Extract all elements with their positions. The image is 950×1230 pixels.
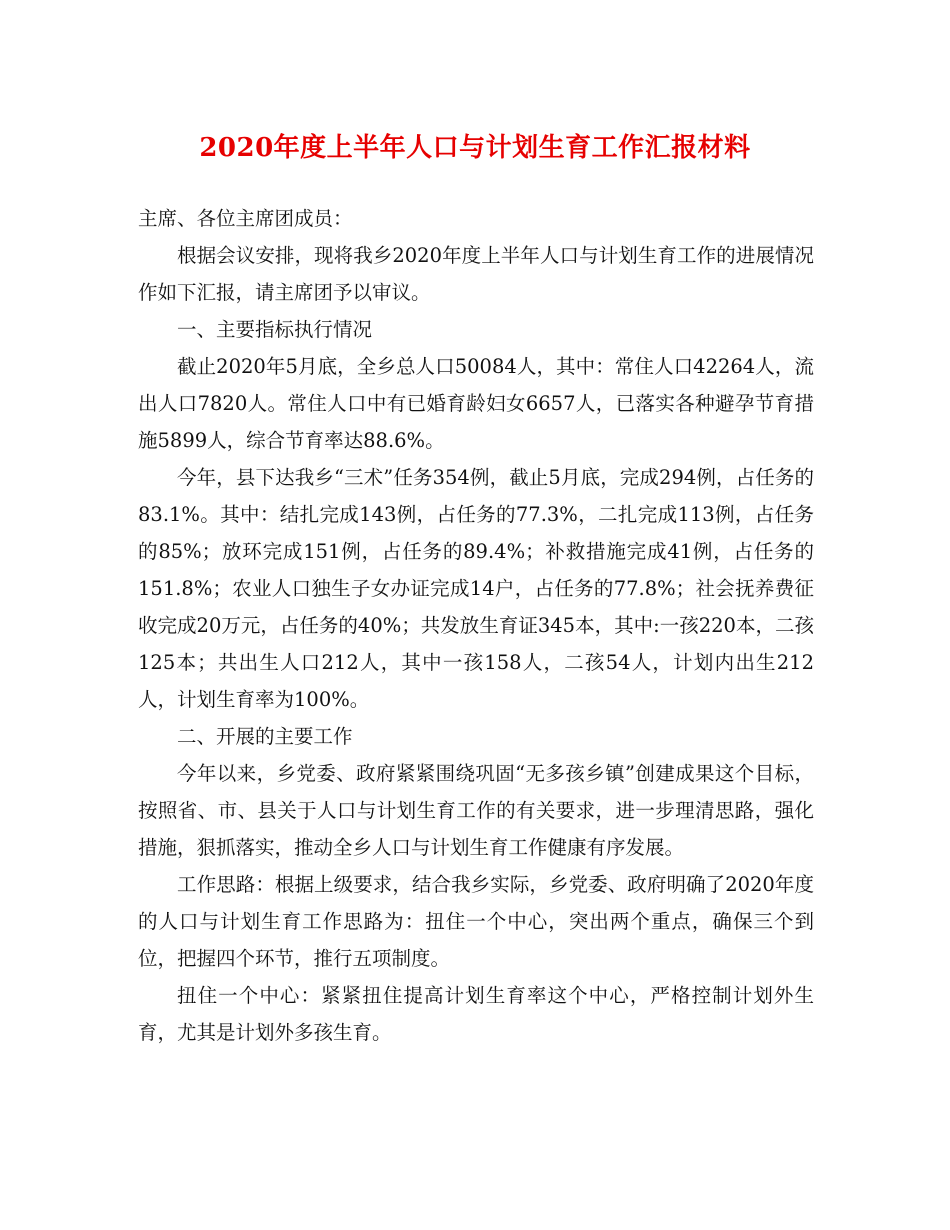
section-heading-1: 一、主要指标执行情况 (177, 318, 373, 341)
section-heading-2: 二、开展的主要工作 (177, 725, 353, 748)
paragraph-intro: 根据会议安排，现将我乡2020年度上半年人口与计划生育工作的进展情况作如下汇报，请主席团予以审议。 (138, 244, 814, 304)
document-title: 2020年度上半年人口与计划生育工作汇报材料 (199, 133, 751, 163)
paragraph-work-approach: 工作思路：根据上级要求，结合我乡实际，乡党委、政府明确了2020年度的人口与计划生育工作思路为：扭住一个中心，突出两个重点，确保三个到位，把握四个环节，推行五项制度。 (138, 873, 814, 970)
paragraph-tasks: 今年，县下达我乡“三术”任务354例，截止5月底，完成294例，占任务的83.1%。其中：结扎完成143例，占任务的77.3%，二扎完成113例，占任务的85%；放环完成151例，占任务的89.4%；补救措施完成41例，占任务的151.8%；农业人口独生子女办证完成14户，占任务的77.8%；社会抚养费征收完成20万元，占任务的40%；共发放生育证345本，其中:一孩220本，二孩125本；共出生人口212人，其中一孩158人，二孩54人，计划内出生212人，计划生育率为100%。 (138, 466, 814, 711)
salutation: 主席、各位主席团成员： (138, 207, 353, 230)
document-body (138, 200, 814, 1051)
paragraph-one-center: 扭住一个中心：紧紧扭住提高计划生育率这个中心，严格控制计划外生育，尤其是计划外多孩生育。 (138, 984, 814, 1044)
paragraph-overview: 今年以来，乡党委、政府紧紧围绕巩固“无多孩乡镇”创建成果这个目标，按照省、市、县关于人口与计划生育工作的有关要求，进一步理清思路，强化措施，狠抓落实，推动全乡人口与计划生育工作健康有序发展。 (138, 762, 814, 859)
paragraph-population: 截止2020年5月底，全乡总人口50084人，其中：常住人口42264人，流出人口7820人。常住人口中有已婚育龄妇女6657人，已落实各种避孕节育措施5899人，综合节育率达88.6%。 (138, 355, 814, 452)
